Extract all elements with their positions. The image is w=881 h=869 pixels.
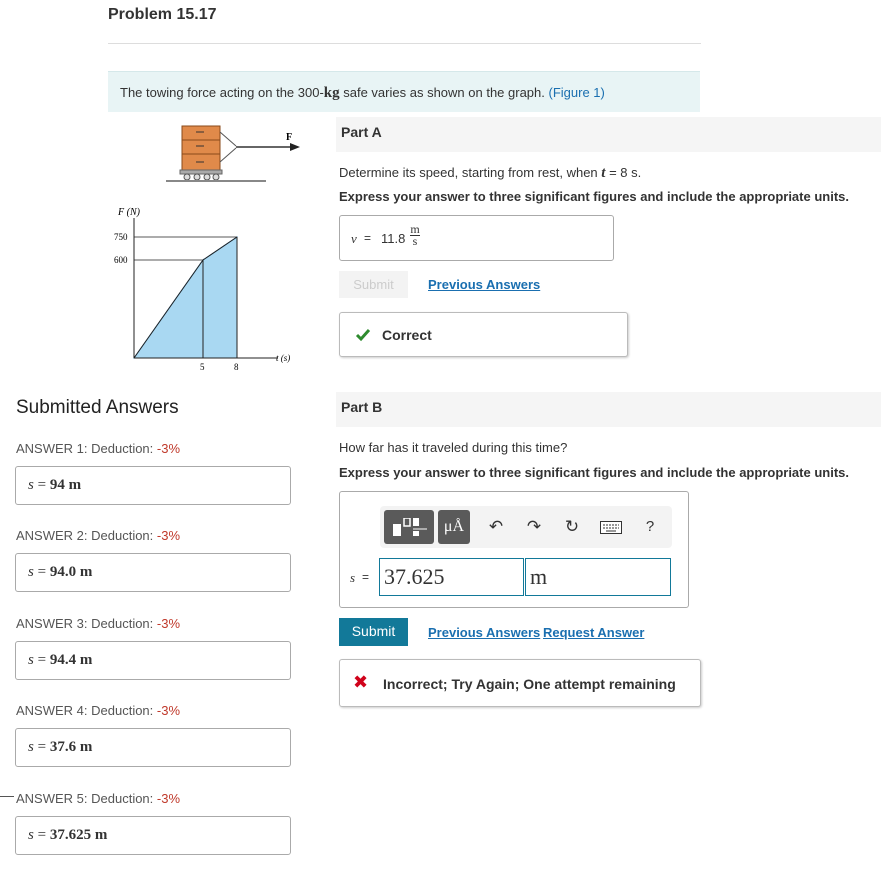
answer-value: 94 m: [49, 477, 82, 493]
deduction-value: -3%: [156, 616, 181, 631]
question-var: t: [601, 165, 606, 181]
answer-eq: =: [33, 827, 50, 843]
x-tick-5: 5: [200, 362, 205, 372]
deduction-value: -3%: [156, 528, 181, 543]
part-b-instructions: Express your answer to three significant figures and include the appropriate units.: [339, 465, 849, 480]
answer-value: 11.8: [381, 231, 406, 246]
part-b-previous-answers-link[interactable]: Previous Answers: [428, 625, 541, 640]
answer-3-label: [16, 616, 180, 631]
unit-denominator: s: [412, 234, 418, 248]
answer-var: v: [351, 231, 357, 246]
units-icon[interactable]: μÅ: [438, 510, 470, 544]
safe-illustration: [166, 126, 300, 181]
edge-divider: [0, 796, 14, 797]
figure-link[interactable]: (Figure 1): [548, 85, 605, 100]
templates-button[interactable]: [384, 510, 434, 544]
force-label: F: [286, 132, 293, 143]
answer-value: 37.625 m: [49, 827, 108, 843]
value-input[interactable]: 37.625: [379, 558, 524, 596]
templates-icon: [393, 518, 427, 536]
intro-text: The towing force acting on the 300-: [120, 85, 324, 100]
figure-1: [108, 118, 308, 378]
answer-eq: =: [33, 564, 50, 580]
intro-text-2: safe varies as shown on the graph.: [339, 85, 549, 100]
keyboard-icon[interactable]: [600, 521, 622, 534]
deduction-value: -3%: [156, 703, 181, 718]
problem-intro: [108, 71, 700, 112]
answer-5-label: [16, 791, 180, 806]
check-icon: [355, 328, 371, 342]
x-tick-8: 8: [234, 362, 239, 372]
submitted-answer-5: [15, 816, 291, 855]
part-b-question: How far has it traveled during this time?: [339, 440, 568, 455]
feedback-text: Incorrect; Try Again; One attempt remaining: [383, 676, 676, 692]
submitted-answers-heading: Submitted Answers: [16, 397, 179, 418]
answer-value: 94.0 m: [49, 564, 93, 580]
question-text: Determine its speed, starting from rest, when: [339, 165, 602, 180]
part-a-submit-button[interactable]: Submit: [339, 271, 408, 298]
part-b-submit-button[interactable]: Submit: [339, 618, 408, 646]
problem-title: Problem 15.17: [108, 6, 217, 23]
answer-1-label: [16, 441, 180, 456]
question-text-2: = 8 s.: [605, 165, 642, 180]
answer-eq: =: [33, 739, 50, 755]
answer-2-label: [16, 528, 180, 543]
part-a-header[interactable]: Part A: [336, 117, 881, 152]
help-icon[interactable]: ?: [645, 518, 655, 535]
x-icon: ✖: [353, 672, 369, 692]
intro-unit: kg: [323, 85, 340, 101]
deduction-label: ANSWER 1: Deduction:: [16, 441, 157, 456]
part-a-feedback: [339, 312, 628, 357]
undo-icon[interactable]: ↶: [488, 517, 504, 536]
submitted-answer-3: [15, 641, 291, 680]
t-axis-label: t (s): [276, 353, 291, 363]
answer-unit: [410, 224, 420, 247]
divider: [108, 43, 701, 44]
answer-eq: =: [362, 570, 370, 584]
deduction-label: ANSWER 4: Deduction:: [16, 703, 157, 718]
submitted-answer-4: [15, 728, 291, 767]
redo-icon[interactable]: ↷: [526, 517, 542, 536]
answer-var: s: [28, 827, 34, 843]
answer-eq: =: [33, 652, 50, 668]
answer-var: s: [28, 477, 34, 493]
answer-eq: =: [33, 477, 50, 493]
deduction-value: -3%: [156, 441, 181, 456]
deduction-value: -3%: [156, 791, 181, 806]
answer-var: s: [28, 739, 34, 755]
answer-var: s: [350, 570, 356, 585]
answer-var: s: [28, 652, 34, 668]
math-toolbar: [380, 506, 672, 548]
answer-var: s: [28, 564, 34, 580]
feedback-text: Correct: [382, 327, 432, 343]
part-b-feedback: [339, 659, 701, 707]
answer-value: 94.4 m: [49, 652, 93, 668]
y-tick-600: 600: [114, 255, 128, 265]
deduction-label: ANSWER 2: Deduction:: [16, 528, 157, 543]
part-a-question: [339, 165, 641, 182]
unit-input[interactable]: m: [525, 558, 671, 596]
part-a-instructions: Express your answer to three significant figures and include the appropriate units.: [339, 189, 849, 204]
part-a-answer-box: [339, 215, 614, 261]
submitted-answer-1: [15, 466, 291, 505]
part-a-previous-answers-link[interactable]: Previous Answers: [428, 277, 541, 292]
request-answer-link[interactable]: Request Answer: [543, 625, 645, 640]
part-b-header[interactable]: Part B: [336, 392, 881, 427]
answer-4-label: [16, 703, 180, 718]
y-tick-750: 750: [114, 232, 128, 242]
answer-eq: =: [364, 231, 372, 245]
answer-value: 37.6 m: [49, 739, 93, 755]
graph-region-2: [203, 237, 237, 358]
submitted-answer-2: [15, 553, 291, 592]
reset-icon[interactable]: ↻: [564, 517, 580, 536]
f-axis-label: F (N): [118, 207, 140, 218]
unit-numerator: m: [410, 222, 420, 236]
deduction-label: ANSWER 5: Deduction:: [16, 791, 157, 806]
deduction-label: ANSWER 3: Deduction:: [16, 616, 157, 631]
